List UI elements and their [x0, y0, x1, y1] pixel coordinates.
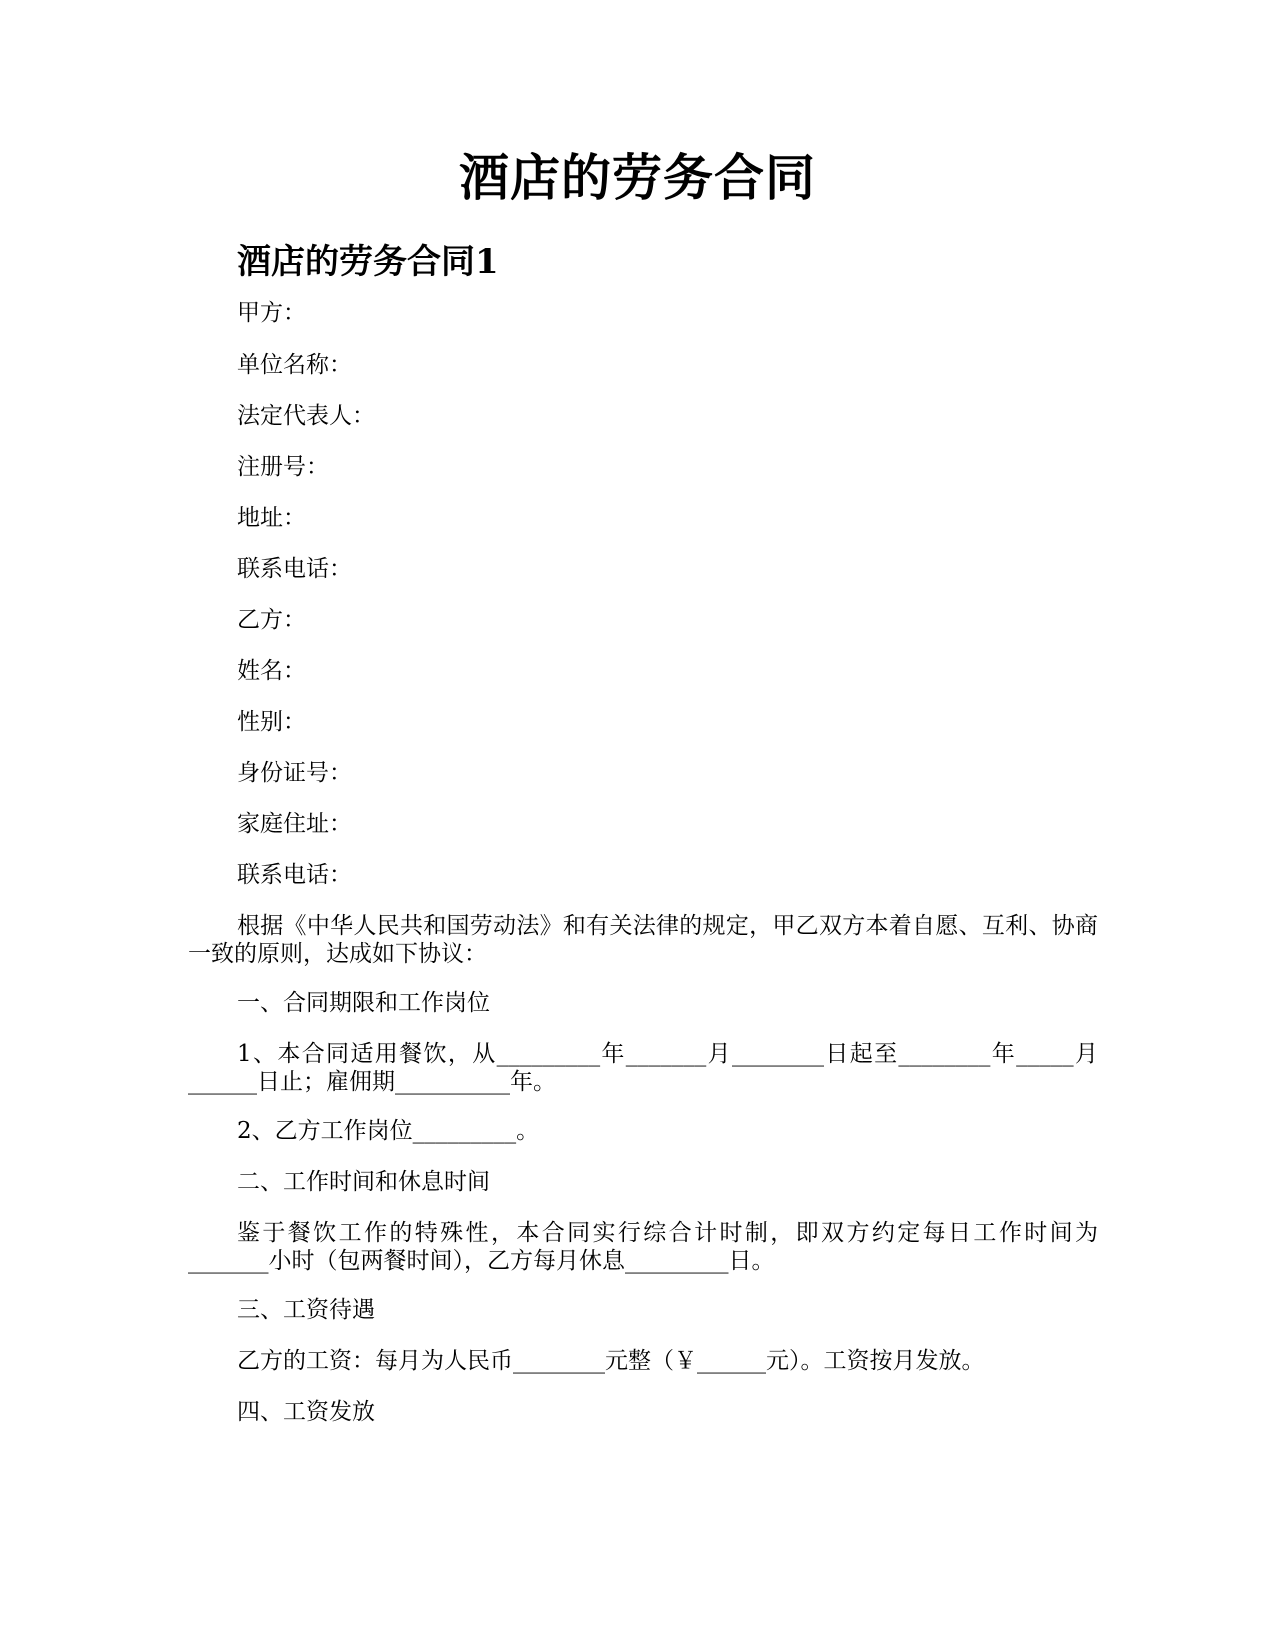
party-b-phone-field: 联系电话：: [237, 862, 352, 888]
clause-2-paragraph: 鉴于餐饮工作的特殊性，本合同实行综合计时制，即双方约定每日工作时间为_______小时（包两餐时间），乙方每月休息_________日。: [188, 1220, 1098, 1274]
party-a-label: 甲方：: [237, 300, 306, 326]
party-a-phone-field: 联系电话：: [237, 556, 352, 582]
party-b-label: 乙方：: [237, 607, 306, 633]
home-address-field: 家庭住址：: [237, 811, 352, 837]
id-no-field: 身份证号：: [237, 760, 352, 786]
clause-1-item-1: 1、本合同适用餐饮，从_________年_______月________日起至________年_____月______日止；雇佣期__________年。: [188, 1041, 1098, 1095]
legal-rep-field: 法定代表人：: [237, 403, 375, 429]
clause-3-paragraph: 乙方的工资：每月为人民币________元整（￥______元）。工资按月发放。: [237, 1348, 985, 1374]
unit-name-field: 单位名称：: [237, 352, 352, 378]
address-field: 地址：: [237, 505, 306, 531]
preamble-paragraph: 根据《中华人民共和国劳动法》和有关法律的规定，甲乙双方本着自愿、互利、协商一致的原则，达成如下协议：: [188, 913, 1098, 967]
clause-3-heading: 三、工资待遇: [237, 1297, 375, 1323]
clause-1-heading: 一、合同期限和工作岗位: [237, 990, 490, 1016]
name-field: 姓名：: [237, 658, 306, 684]
reg-no-field: 注册号：: [237, 454, 329, 480]
clause-2-heading: 二、工作时间和休息时间: [237, 1169, 490, 1195]
clause-4-heading: 四、工资发放: [237, 1399, 375, 1425]
document-title: 酒店的劳务合同: [459, 148, 816, 207]
section-heading: 酒店的劳务合同1: [237, 242, 499, 282]
clause-1-item-2: 2、乙方工作岗位_________。: [237, 1118, 540, 1144]
gender-field: 性别：: [237, 709, 306, 735]
